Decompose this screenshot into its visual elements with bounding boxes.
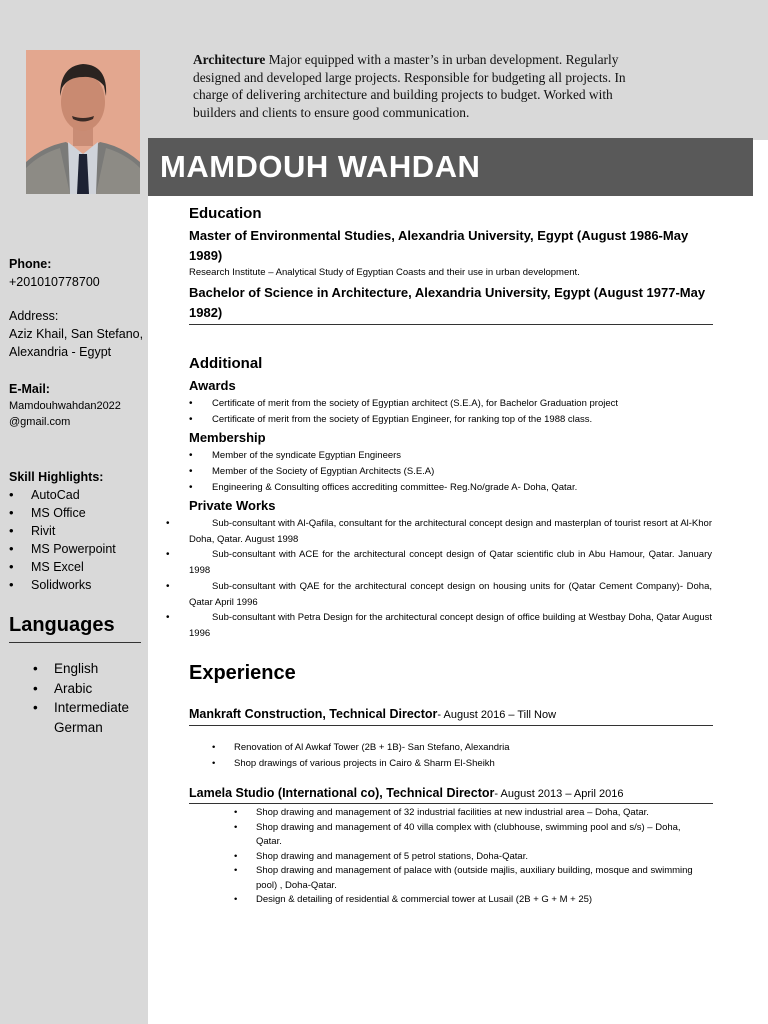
job-2-divider (189, 803, 713, 804)
education-divider (189, 324, 713, 325)
award-item: • Certificate of merit from the society of Egyptian architect (S.E.A), for Bachelor Graduation project (189, 396, 713, 412)
job-2-item: • Shop drawing and management of 32 industrial facilities at new industrial area – Doha, Qatar. (234, 806, 704, 821)
job-2-dates: - August 2013 – April 2016 (494, 788, 624, 800)
skill-item: • Rivit (9, 522, 116, 540)
job-1-divider (189, 725, 713, 726)
experience-title: Experience (189, 662, 296, 684)
private-work-item: • Sub-consultant with Al-Qafila, consultant for the architectural concept design and masterplan of tourist resort at Al-Khor Doha, Qatar. August 1998 (189, 516, 712, 547)
phone-value: +201010778700 (9, 275, 100, 289)
skill-item: • MS Office (9, 504, 116, 522)
membership-title: Membership (189, 430, 266, 445)
summary-text: Major equipped with a master’s in urban development. Regularly designed and developed large projects. Responsible for budgeting all projects. In charge of delivering architecture and building projects to budget. Worked with builders and clients to ensure good communication. (193, 52, 626, 121)
education-degree-1-note: Research Institute – Analytical Study of Egyptian Coasts and their use in urban development. (189, 267, 580, 278)
job-1-item: • Renovation of Al Awkaf Tower (2B + 1B)- San Stefano, Alexandria (212, 740, 712, 756)
job-1-item: • Shop drawings of various projects in Cairo & Sharm El-Sheikh (212, 756, 712, 772)
job-1-role: Mankraft Construction, Technical Director (189, 707, 438, 721)
address-line-2: Alexandria - Egypt (9, 345, 112, 359)
email-line-1: Mamdouhwahdan2022 (9, 400, 121, 412)
awards-title: Awards (189, 378, 236, 393)
skill-item: • MS Powerpoint (9, 540, 116, 558)
skill-item: • Solidworks (9, 576, 116, 594)
address-line-1: Aziz Khail, San Stefano, (9, 327, 144, 341)
skill-item: • AutoCad (9, 486, 116, 504)
candidate-name: MAMDOUH WAHDAN (160, 149, 481, 184)
email-label: E-Mail: (9, 382, 50, 396)
professional-summary (193, 51, 633, 122)
job-1-list (212, 740, 712, 772)
phone-label: Phone: (9, 257, 52, 271)
private-works-title: Private Works (189, 498, 276, 513)
job-2-item: • Shop drawing and management of palace with (outside majlis, auxiliary building, mosque and swimming pool) , Doha-Qatar. (234, 864, 704, 893)
additional-title: Additional (189, 355, 263, 372)
summary-lead: Architecture (193, 52, 266, 67)
education-title: Education (189, 205, 262, 222)
awards-list (189, 396, 713, 428)
skills-list (9, 486, 116, 594)
membership-item: • Engineering & Consulting offices accrediting committee- Reg.No/grade A- Doha, Qatar. (189, 480, 713, 496)
job-1-title (189, 705, 713, 724)
membership-item: • Member of the syndicate Egyptian Engineers (189, 448, 713, 464)
job-1-dates: - August 2016 – Till Now (437, 709, 557, 721)
email-line-2: @gmail.com (9, 416, 71, 428)
job-2-item: • Shop drawing and management of 5 petrol stations, Doha-Qatar. (234, 850, 704, 865)
language-item: • Arabic (33, 679, 143, 699)
language-item: • Intermediate German (33, 698, 143, 737)
job-2-title (189, 784, 713, 803)
job-2-item: • Design & detailing of residential & commercial tower at Lusail (2B + G + M + 25) (234, 893, 704, 908)
languages-list (33, 659, 143, 737)
membership-list (189, 448, 713, 496)
education-degree-2: Bachelor of Science in Architecture, Alexandria University, Egypt (August 1977-May 1982) (189, 285, 706, 320)
private-work-item: • Sub-consultant with Petra Design for the architectural concept design of office building at Westbay Doha, Qatar August 1996 (189, 610, 712, 641)
profile-photo (26, 50, 140, 194)
private-work-item: • Sub-consultant with QAE for the architectural concept design on housing units for (Qatar Cement Company)- Doha, Qatar April 1996 (189, 579, 712, 610)
skill-item: • MS Excel (9, 558, 116, 576)
language-item: • English (33, 659, 143, 679)
membership-item: • Member of the Society of Egyptian Architects (S.E.A) (189, 464, 713, 480)
address-label: Address: (9, 309, 59, 323)
languages-divider (9, 642, 141, 643)
education-degree-1: Master of Environmental Studies, Alexandria University, Egypt (August 1986-May 1989) (189, 228, 689, 263)
private-works-list (189, 516, 712, 642)
languages-title: Languages (9, 614, 115, 636)
private-work-item: • Sub-consultant with ACE for the architectural concept design of Qatar scientific club in Abu Hamour, Qatar. January 1998 (189, 547, 712, 578)
job-2-role: Lamela Studio (International co), Technical Director (189, 786, 495, 800)
job-2-item: • Shop drawing and management of 40 villa complex with (clubhouse, swimming pool and s/s) – Doha, Qatar. (234, 821, 704, 850)
skills-title: Skill Highlights: (9, 470, 104, 484)
job-2-list (234, 806, 704, 908)
award-item: • Certificate of merit from the society of Egyptian Engineer, for ranking top of the 1988 class. (189, 412, 713, 428)
